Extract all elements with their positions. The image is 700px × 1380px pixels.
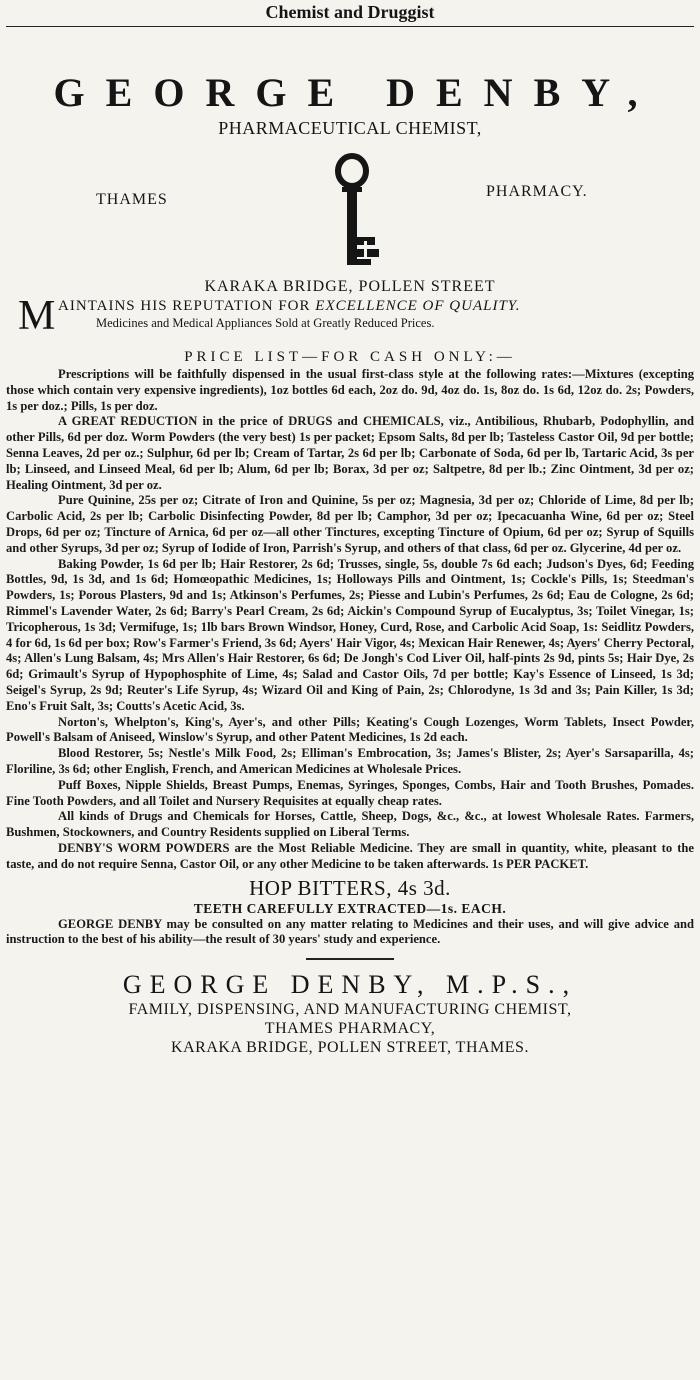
price-list-body	[6, 367, 694, 873]
paragraph-worm-powders: DENBY'S WORM POWDERS are the Most Reliable Medicine. They are small in quantity, white, pleasant to the taste, and do not require Senna, Castor Oil, or any other Medicine to be taken afterwards. 1s PER PACKET.	[6, 840, 694, 871]
consult-block	[6, 917, 694, 949]
thames-label: THAMES	[96, 191, 168, 208]
paragraph-livestock: All kinds of Drugs and Chemicals for Horses, Cattle, Sheep, Dogs, &c., &c., at lowest Wholesale Rates. Farmers, Bushmen, Stockowners, and Country Residents supplied on Liberal Terms.	[6, 809, 694, 840]
footer-line-1: FAMILY, DISPENSING, AND MANUFACTURING CHEMIST,	[128, 1000, 572, 1018]
hop-bitters-line: HOP BITTERS, 4s 3d.	[249, 875, 451, 900]
drop-cap: M	[18, 293, 56, 339]
paragraph-baking-powder: Baking Powder, 1s 6d per lb; Hair Restorer, 2s 6d; Trusses, single, 5s, double 7s 6d each; Judson's Dyes, 6d; Feeding Bottles, 9d, 1s 3d, and 1s 6d; Homœopathic Medicines, 1s; Holloways Pills and Ointment, 1s; Cockle's Pills, 1s; Steedman's Powders, 1s; Porous Plasters, 9d and 1s; Atkinson's Perfumes, 2s; Piesse and Lubin's Perfumes, 2s 6d; Eau de Cologne, 2s 6d; Rimmel's Lavender Water, 2s 6d; Barry's Pearl Cream, 2s 6d; Aickin's Compound Syrup of Eucalyptus, 3s; Toilet Vinegar, 1s; Tricopherous, 1s 3d; Vermifuge, 1s; 1lb bars Brown Windsor, Honey, Curd, Rose, and Carbolic Acid Soap, 1s: Seidlitz Powders, 4 for 6d, 1s 6d per box; Row's Farmer's Friend, 3s 6d; Ayers' Hair Vigor, 4s; Mexican Hair Renewer, 4s; Ayers' Cherry Pectoral, 4s; Allen's Lung Balsam, 4s; Mrs Allen's Hair Restorer, 6s 6d; De Jongh's Cod Liver Oil, half-pints 2s 9d, pints 5s; Hair Dye, 2s 6d; Grimault's Syrup of Hypophosphite of Lime, 4s; Salad and Castor Oils, 7d per bottle; Kay's Essence of Linseed, 1s 3d; Seigel's Syrup, 2s 9d; Reuter's Life Syrup, 4s; Wizard Oil and King of Pain, 2s; Chlorodyne, 1s 3d and 3s; Pain Killer, 1s 3d; Eno's Fruit Salt, 3s; Coutts's Acetic Acid, 3s.	[6, 556, 694, 713]
paragraph-blood-restorer: Blood Restorer, 5s; Nestle's Milk Food, 2s; Elliman's Embrocation, 3s; James's Blister, 2s; Ayer's Sarsaparilla, 4s; Floriline, 3s 6d; other English, French, and American Medicines at Wholesale Prices.	[6, 746, 694, 776]
reputation-text: AINTAINS HIS REPUTATION FOR	[58, 298, 316, 314]
paragraph-quinine: Pure Quinine, 25s per oz; Citrate of Iron and Quinine, 5s per oz; Magnesia, 3d per oz; Chloride of Lime, 8d per lb; Carbolic Acid, 2s per lb; Carbolic Disinfecting Powder, 8d per lb; Camphor, 3d per oz; Ipecacuanha Wine, 6d per oz; Steel Drops, 6d per oz; Tincture of Arnica, 6d per oz—all other Tinctures, excepting Tincture of Opium, 6d per oz; Syrup of Squills and other Syrups, 3d per oz; Syrup of Iodide of Iron, Parrish's Syrup, and others of that class, 6d per oz. Glycerine, 4d per oz.	[6, 493, 694, 555]
paragraph-reduction: A GREAT REDUCTION in the price of DRUGS and CHEMICALS, viz., Antibilious, Rhubarb, Podophyllin, and other Pills, 6d per doz. Worm Powders (the very best) 1s per packet; Epsom Salts, 8d per lb; Tasteless Castor Oil, 9d per bottle; Senna Leaves, 2d per oz.; Sulphur, 6d per lb; Cream of Tartar, 2s 6d per lb; Carbonate of Soda, 6d per lb, Tartaric Acid, 3s per lb; Linseed, and Linseed Meal, 6d per lb; Alum, 6d per lb; Borax, 3d per oz; Saltpetre, 8d per lb.; Zinc Ointment, 3d per oz; Healing Ointment, 3d per oz.	[6, 414, 694, 492]
masthead-subtitle: PHARMACEUTICAL CHEMIST,	[218, 118, 482, 138]
footer-line-3: KARAKA BRIDGE, POLLEN STREET, THAMES.	[171, 1038, 529, 1056]
address-line: KARAKA BRIDGE, POLLEN STREET	[204, 278, 496, 295]
paragraph-consult: GEORGE DENBY may be consulted on any matter relating to Medicines and their uses, and will give advice and instruction to the best of his ability—the result of 30 years' study and experience.	[6, 916, 694, 947]
price-list-heading: PRICE LIST—FOR CASH ONLY:—	[184, 349, 516, 365]
teeth-line: TEETH CAREFULLY EXTRACTED—1s. EACH.	[193, 900, 507, 916]
paragraph-pills: Norton's, Whelpton's, King's, Ayer's, and other Pills; Keating's Cough Lozenges, Worm Tablets, Insect Powder, Powell's Balsam of Aniseed, Winslow's Syrup, and other Patent Medicines, 1s 2d each.	[6, 714, 694, 745]
key-emblem-row	[6, 139, 694, 269]
paragraph-puff-boxes: Puff Boxes, Nipple Shields, Breast Pumps, Enemas, Syringes, Sponges, Combs, Hair and Tooth Brushes, Pomades. Fine Tooth Powders, and all Toilet and Nursery Requisites at equally cheap rates.	[6, 777, 694, 808]
reputation-block	[6, 293, 694, 339]
reputation-emphasis: EXCELLENCE OF QUALITY.	[315, 298, 521, 314]
masthead-name: GEORGE DENBY,	[53, 70, 659, 115]
pharmacy-label: PHARMACY.	[486, 183, 588, 200]
paragraph-prescriptions: Prescriptions will be faithfully dispensed in the usual first-class style at the following rates:—Mixtures (excepting those which contain very expensive ingredients), 1oz bottles 6d each, 2oz do. 9d, 4oz do. 1s, 8oz do. 1s 6d, 12oz do. 2s; Powders, 1s per doz.; Pills, 1s per doz.	[6, 367, 694, 413]
reputation-line	[58, 297, 690, 315]
divider	[306, 958, 394, 960]
footer-name: GEORGE DENBY, M.P.S.,	[122, 969, 578, 999]
footer-line-2: THAMES PHARMACY,	[264, 1019, 436, 1037]
key-icon	[334, 153, 380, 273]
page-header: Chemist and Druggist	[6, 0, 694, 27]
medicines-line: Medicines and Medical Appliances Sold at Greatly Reduced Prices.	[96, 316, 435, 330]
